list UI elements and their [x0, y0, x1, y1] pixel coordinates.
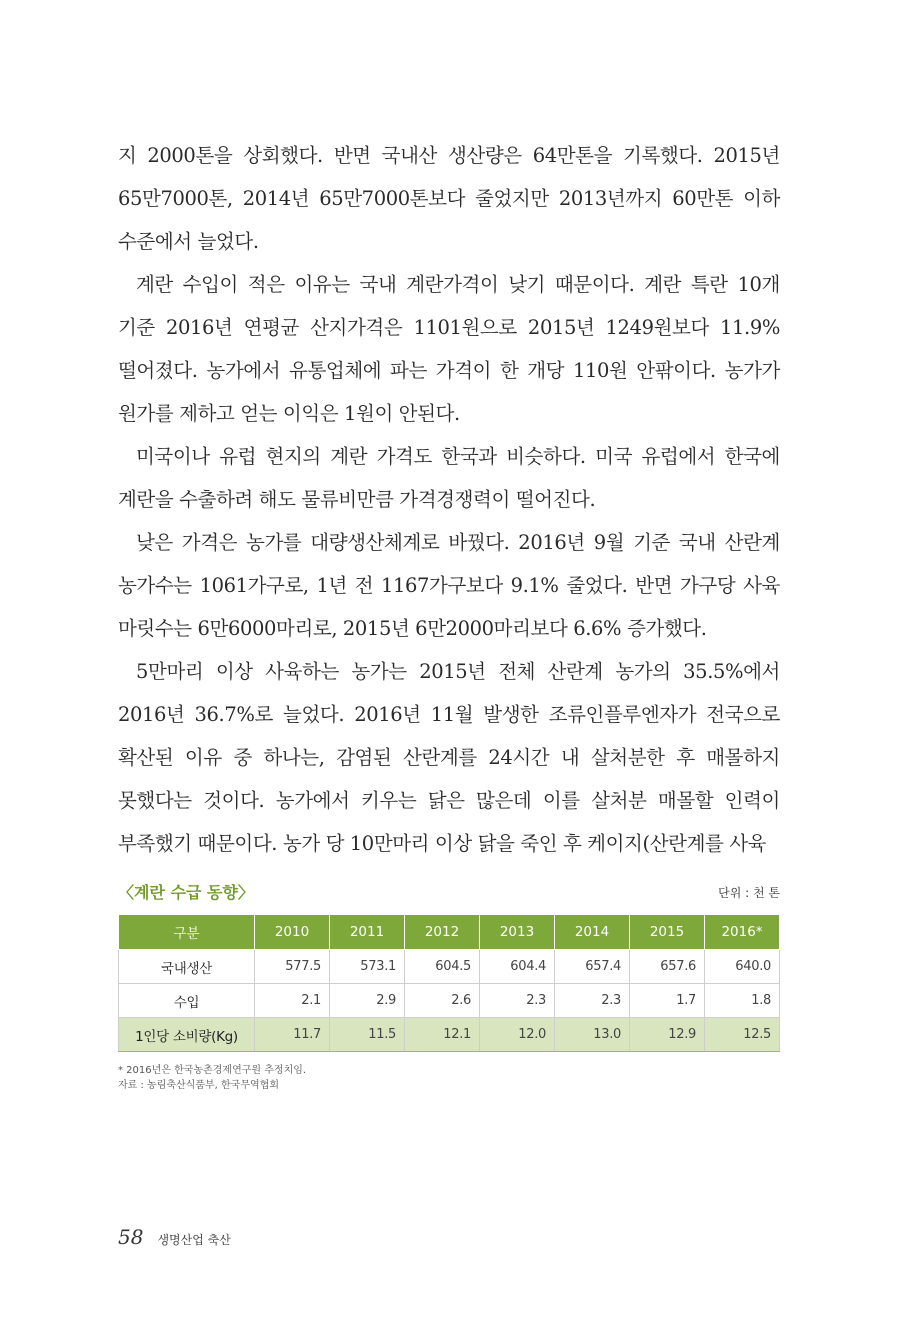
table-header-cell: 2016*: [705, 915, 780, 950]
unit-label: 단위 : 천 톤: [718, 886, 780, 900]
table-cell: 573.1: [330, 950, 405, 984]
table-cell: 1.7: [630, 984, 705, 1018]
table-cell: 2.1: [255, 984, 330, 1018]
page-number: 58: [118, 1225, 144, 1249]
table-header-cell: 2012: [405, 915, 480, 950]
table-cell: 657.6: [630, 950, 705, 984]
page-footer: [118, 1225, 231, 1249]
table-cell: 657.4: [555, 950, 630, 984]
table-row-highlighted: [119, 1018, 780, 1052]
table-cell: 1.8: [705, 984, 780, 1018]
body-text: [118, 134, 780, 865]
paragraph: 지 2000톤을 상회했다. 반면 국내산 생산량은 64만톤을 기록했다. 2015년 65만7000톤, 2014년 65만7000톤보다 줄었지만 2013년까지 60만톤 이하 수준에서 늘었다.: [118, 144, 780, 253]
table-cell: 2.3: [480, 984, 555, 1018]
table-cell: 11.5: [330, 1018, 405, 1052]
table-header-cell: 2011: [330, 915, 405, 950]
table-header-cell: 2013: [480, 915, 555, 950]
paragraph: 계란 수입이 적은 이유는 국내 계란가격이 낮기 때문이다. 계란 특란 10개 기준 2016년 연평균 산지가격은 1101원으로 2015년 1249원보다 11.9% 떨어졌다. 농가에서 유통업체에 파는 가격이 한 개당 110원 안팎이다. 농가가 원가를 제하고 얻는 이익은 1원이 안된다.: [118, 273, 780, 425]
table-cell: 2.3: [555, 984, 630, 1018]
table-notes: [118, 1063, 306, 1093]
table-cell: 604.4: [480, 950, 555, 984]
paragraph: 5만마리 이상 사육하는 농가는 2015년 전체 산란계 농가의 35.5%에서 2016년 36.7%로 늘었다. 2016년 11월 발생한 조류인플루엔자가 전국으로 확산된 이유 중 하나는, 감염된 산란계를 24시간 내 살처분한 후 매몰하지 못했다는 것이다. 농가에서 키우는 닭은 많은데 이를 살처분 매몰할 인력이 부족했기 때문이다. 농가 당 10만마리 이상 닭을 죽인 후 케이지(산란계를 사육: [118, 660, 780, 855]
table-row: [119, 984, 780, 1018]
table-header-cell: 2015: [630, 915, 705, 950]
paragraph: 미국이나 유럽 현지의 계란 가격도 한국과 비슷하다. 미국 유럽에서 한국에 계란을 수출하려 해도 물류비만큼 가격경쟁력이 떨어진다.: [118, 445, 780, 511]
table-header-cell: 2010: [255, 915, 330, 950]
table-header-cell: 구분: [119, 915, 255, 950]
table-header-cell: 2014: [555, 915, 630, 950]
table-cell: 2.6: [405, 984, 480, 1018]
paragraph: 낮은 가격은 농가를 대량생산체계로 바꿨다. 2016년 9월 기준 국내 산란계 농가수는 1061가구로, 1년 전 1167가구보다 9.1% 줄었다. 반면 가구당 사육 마릿수는 6만6000마리로, 2015년 6만2000마리보다 6.6% 증가했다.: [118, 531, 780, 640]
table-cell: 2.9: [330, 984, 405, 1018]
egg-supply-table: [118, 914, 780, 1052]
table-cell: 12.0: [480, 1018, 555, 1052]
table-cell: 12.1: [405, 1018, 480, 1052]
table-cell: 11.7: [255, 1018, 330, 1052]
footnote: * 2016년은 한국농촌경제연구원 추정치임.: [118, 1065, 307, 1076]
source-note: 자료 : 농림축산식품부, 한국무역협회: [118, 1080, 279, 1091]
row-label: 국내생산: [119, 950, 255, 984]
table-title: 〈계란 수급 동향〉: [118, 883, 254, 902]
table-row: [119, 950, 780, 984]
section-name: 생명산업 축산: [157, 1233, 231, 1247]
table-cell: 12.9: [630, 1018, 705, 1052]
table-cell: 604.5: [405, 950, 480, 984]
table-header-row: [119, 915, 780, 950]
table-cell: 640.0: [705, 950, 780, 984]
table-cell: 12.5: [705, 1018, 780, 1052]
table-cell: 13.0: [555, 1018, 630, 1052]
table-cell: 577.5: [255, 950, 330, 984]
row-label: 1인당 소비량(Kg): [119, 1018, 255, 1052]
row-label: 수입: [119, 984, 255, 1018]
